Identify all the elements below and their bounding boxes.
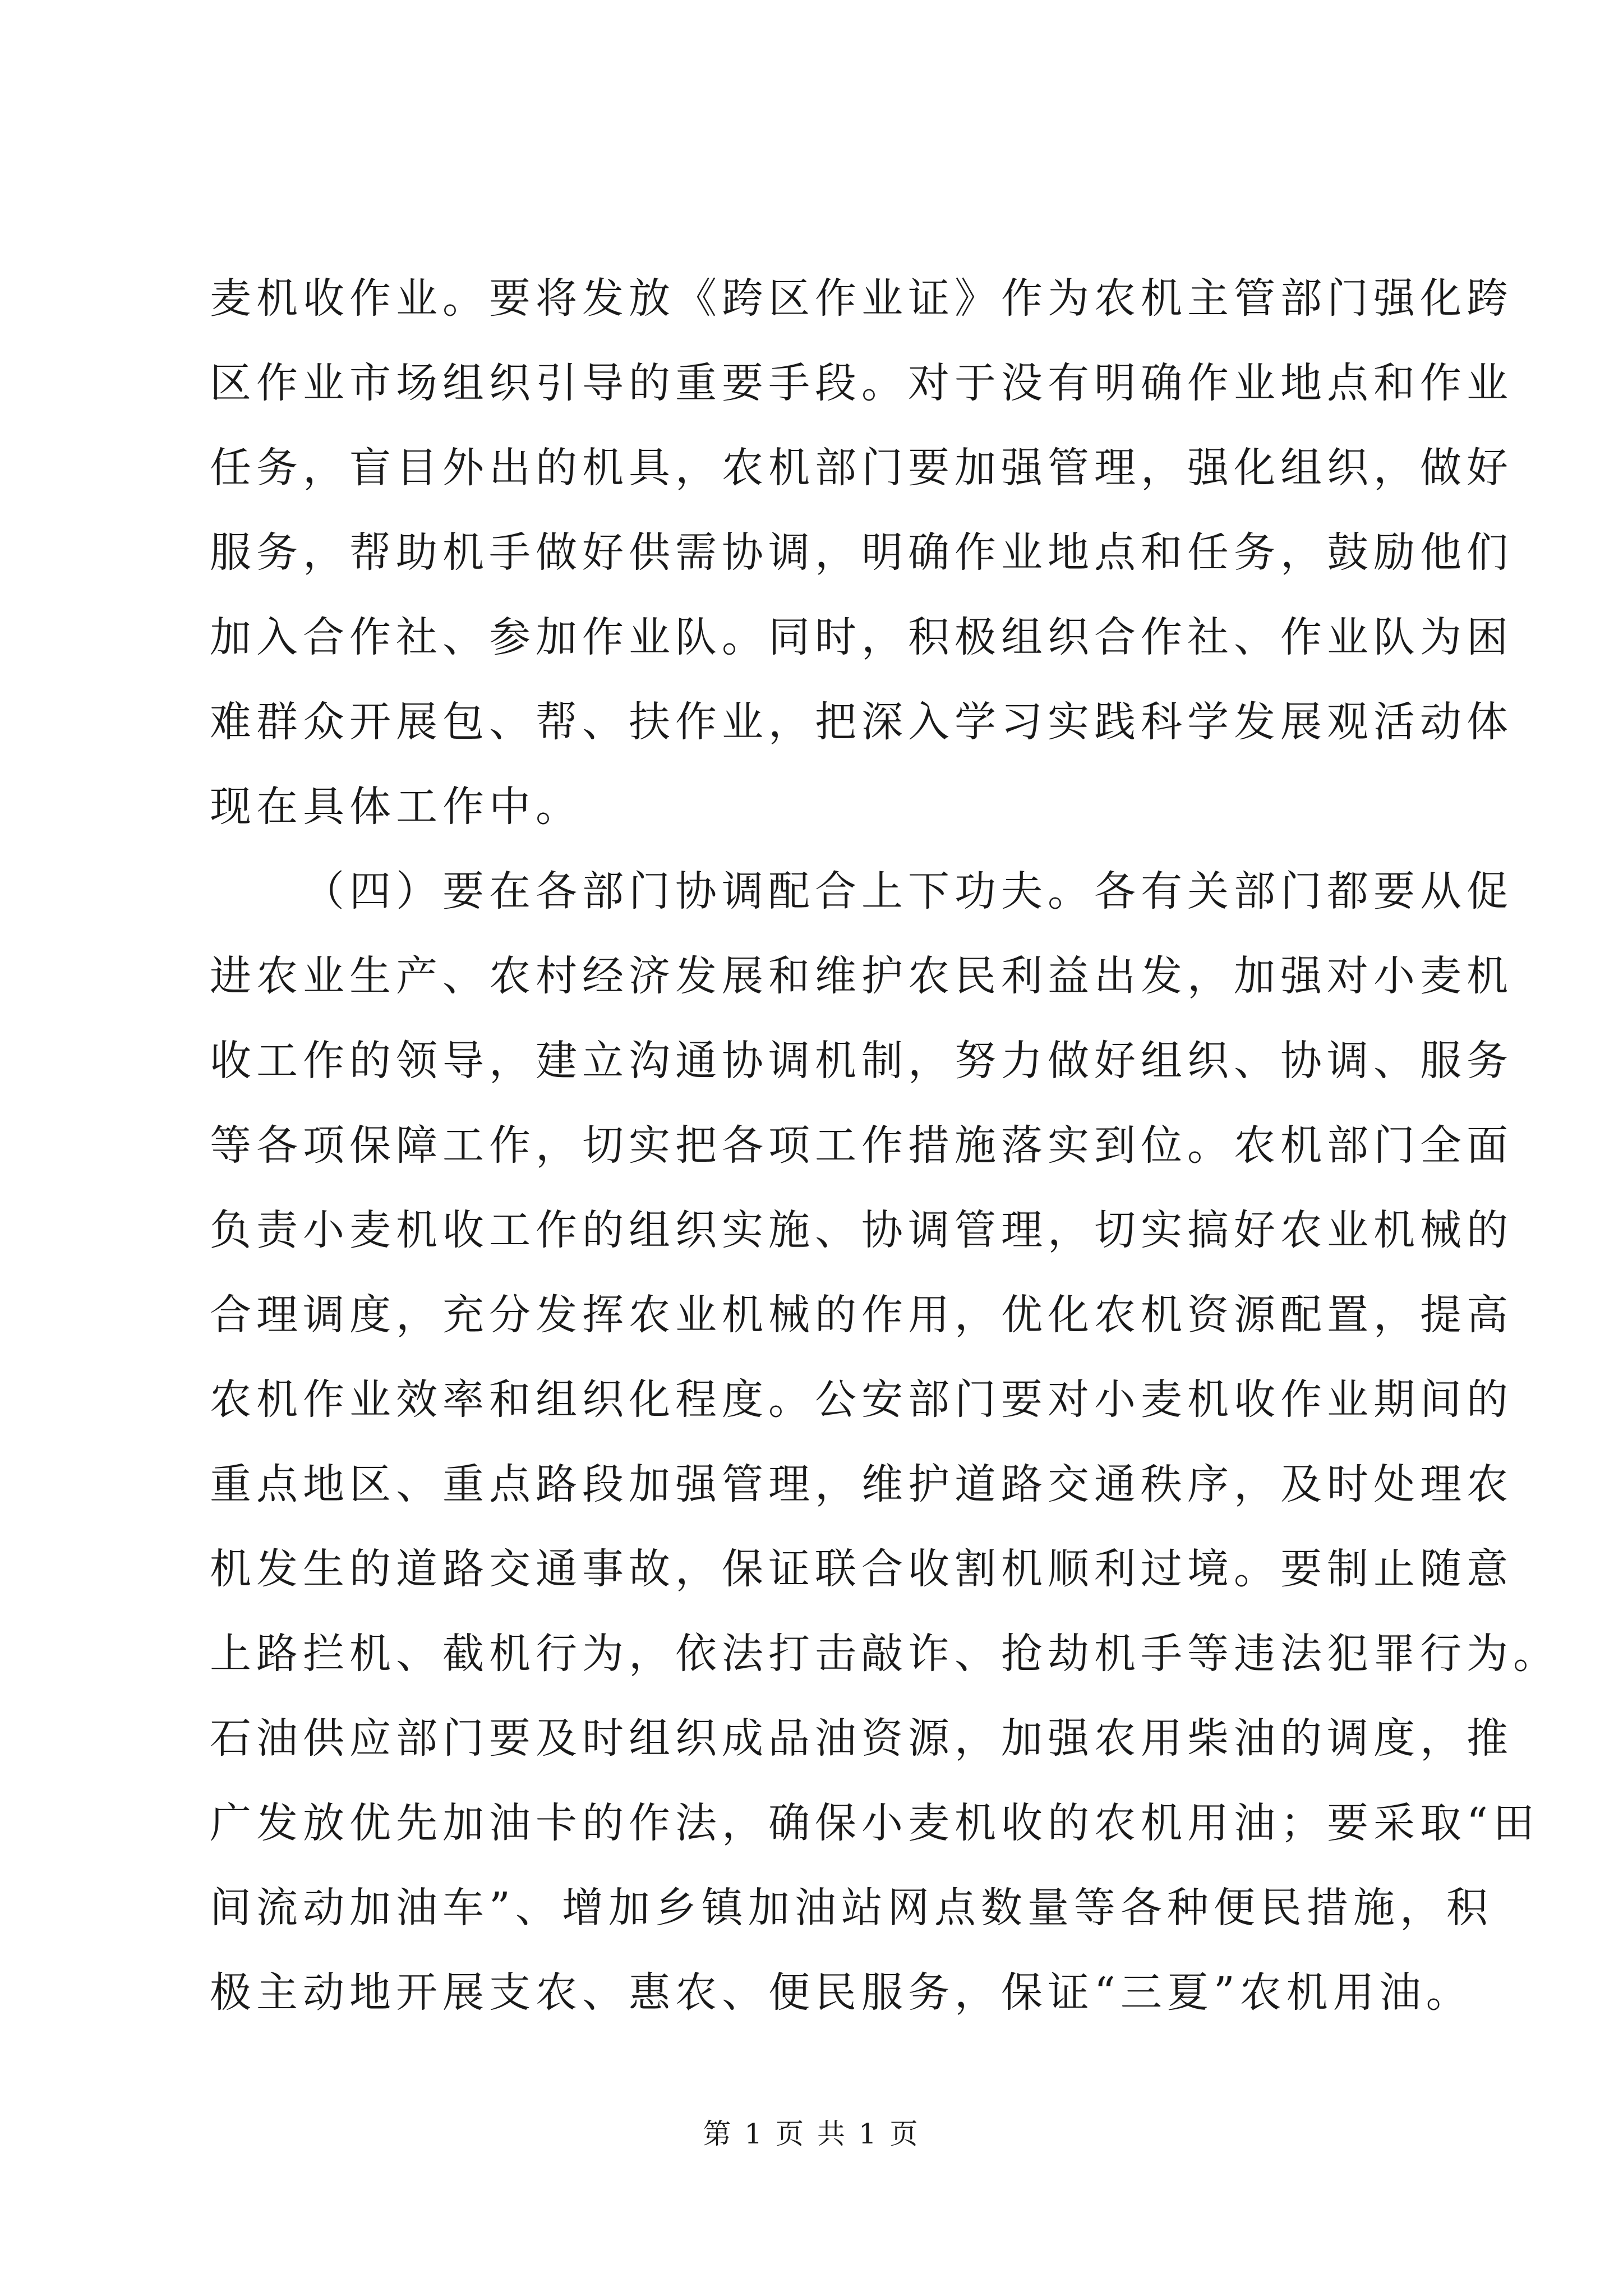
text-line: 进农业生产、农村经济发展和维护农民利益出发，加强对小麦机 (210, 952, 1513, 1000)
text-line: 区作业市场组织引导的重要手段。对于没有明确作业地点和作业 (210, 359, 1513, 407)
text-line: 难群众开展包、帮、扶作业，把深入学习实践科学发展观活动体 (210, 698, 1513, 746)
text-line: 等各项保障工作，切实把各项工作措施落实到位。农机部门全面 (210, 1121, 1513, 1170)
page-number-footer: 第 1 页 共 1 页 (703, 2118, 920, 2150)
text-line: 石油供应部门要及时组织成品油资源，加强农用柴油的调度，推 (210, 1714, 1513, 1763)
paragraph-end-line: 现在具体工作中。 (210, 783, 582, 831)
text-line: 收工作的领导，建立沟通协调机制，努力做好组织、协调、服务 (210, 1037, 1513, 1085)
text-line: 服务，帮助机手做好供需协调，明确作业地点和任务，鼓励他们 (210, 528, 1513, 577)
text-line: 任务，盲目外出的机具，农机部门要加强管理，强化组织，做好 (210, 444, 1513, 492)
text-line: 农机作业效率和组织化程度。公安部门要对小麦机收作业期间的 (210, 1375, 1513, 1424)
text-line: 加入合作社、参加作业队。同时，积极组织合作社、作业队为困 (210, 613, 1513, 661)
text-line: 负责小麦机收工作的组织实施、协调管理，切实搞好农业机械的 (210, 1206, 1513, 1254)
section-heading-line: （四）要在各部门协调配合上下功夫。各有关部门都要从促 (303, 867, 1513, 915)
text-line: 极主动地开展支农、惠农、便民服务，保证“三夏”农机用油。 (210, 1968, 1473, 2017)
text-line: 上路拦机、截机行为，依法打击敲诈、抢劫机手等违法犯罪行为。 (210, 1630, 1560, 1678)
text-line: 重点地区、重点路段加强管理，维护道路交通秩序，及时处理农 (210, 1460, 1513, 1508)
document-body (210, 256, 1560, 2035)
text-line: 麦机收作业。要将发放《跨区作业证》作为农机主管部门强化跨 (210, 274, 1513, 323)
text-line: 机发生的道路交通事故，保证联合收割机顺利过境。要制止随意 (210, 1545, 1513, 1593)
text-line: 合理调度，充分发挥农业机械的作用，优化农机资源配置，提高 (210, 1291, 1513, 1339)
text-line: 间流动加油车”、增加乡镇加油站网点数量等各种便民措施，积 (210, 1884, 1493, 1932)
text-line: 广发放优先加油卡的作法，确保小麦机收的农机用油；要采取“田 (210, 1799, 1539, 1847)
